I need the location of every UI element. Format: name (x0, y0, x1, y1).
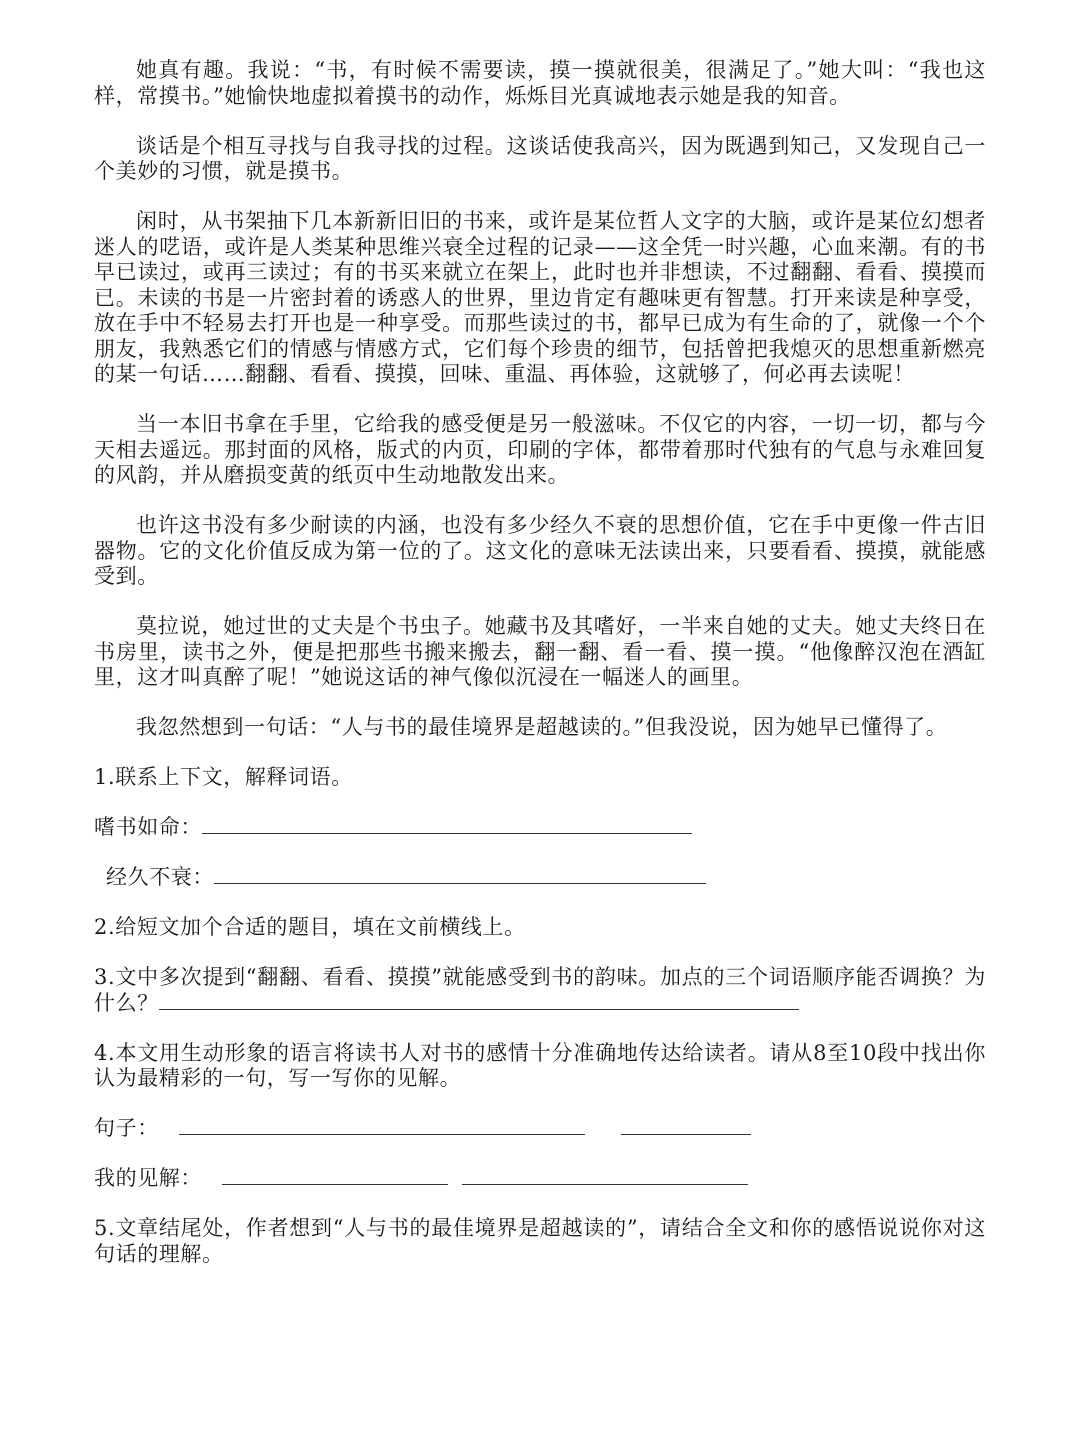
answer-blank-opinion-2[interactable] (462, 1166, 748, 1185)
question-4-sentence-label: 句子： (94, 1116, 159, 1140)
passage-paragraph-4: 当一本旧书拿在手里，它给我的感受便是另一般滋味。不仅它的内容，一切一切，都与今天相去遥远。那封面的风格，版式的内页，印刷的字体，都带着那时代独有的气息与永难回复的风韵，并从磨损变黄的纸页中生动地散发出来。 (94, 412, 986, 487)
passage-paragraph-3: 闲时，从书架抽下几本新新旧旧的书来，或许是某位哲人文字的大脑，或许是某位幻想者迷人的呓语，或许是人类某种思维兴衰全过程的记录——这全凭一时兴趣，心血来潮。有的书早已读过，或再三读过；有的书买来就立在架上，此时也并非想读，不过翻翻、看看、摸摸而已。未读的书是一片密封着的诱惑人的世界，里边肯定有趣味更有智慧。打开来读是种享受，放在手中不轻易去打开也是一种享受。而那些读过的书，都早已成为有生命的了，就像一个个朋友，我熟悉它们的情感与情感方式，它们每个珍贵的细节，包括曾把我熄灭的思想重新燃亮的某一句话……翻翻、看看、摸摸，回味、重温、再体验，这就够了，何必再去读呢！ (94, 209, 986, 386)
passage-paragraph-2: 谈话是个相互寻找与自我寻找的过程。这谈话使我高兴，因为既遇到知己，又发现自己一个美妙的习惯，就是摸书。 (94, 133, 986, 183)
question-3: 3.文中多次提到“翻翻、看看、摸摸”就能感受到书的韵味。加点的三个词语顺序能否调换？为什么？ (94, 965, 986, 1015)
answer-blank-sentence-1[interactable] (179, 1116, 585, 1135)
worksheet-page (94, 58, 986, 1292)
question-1-word-2-label: 经久不衰： (106, 865, 214, 889)
question-1: 1.联系上下文，解释词语。 (94, 765, 353, 789)
answer-blank-opinion-1[interactable] (222, 1166, 448, 1185)
question-1-word-2-row (94, 865, 986, 891)
question-4: 4.本文用生动形象的语言将读书人对书的感情十分准确地传达给读者。请从8至10段中找出你认为最精彩的一句，写一写你的见解。 (94, 1040, 986, 1090)
answer-blank-question-3[interactable] (159, 991, 799, 1010)
answer-blank-sentence-2[interactable] (621, 1116, 751, 1135)
answer-blank-word-1[interactable] (202, 815, 692, 834)
question-3-block (94, 965, 986, 1016)
question-4-opinion-label: 我的见解： (94, 1166, 202, 1190)
question-5: 5.文章结尾处，作者想到“人与书的最佳境界是超越读的”，请结合全文和你的感悟说说你对这句话的理解。 (94, 1216, 986, 1266)
passage-paragraph-1: 她真有趣。我说：“书，有时候不需要读，摸一摸就很美，很满足了。”她大叫：“我也这样，常摸书。”她愉快地虚拟着摸书的动作，烁烁目光真诚地表示她是我的知音。 (94, 58, 986, 108)
passage-paragraph-6: 莫拉说，她过世的丈夫是个书虫子。她藏书及其嗜好，一半来自她的丈夫。她丈夫终日在书房里，读书之外，便是把那些书搬来搬去，翻一翻、看一看、摸一摸。“他像醉汉泡在酒缸里，这才叫真醉了呢！”她说这话的神气像似沉浸在一幅迷人的画里。 (94, 614, 986, 689)
question-1-word-1-row (94, 815, 986, 841)
question-2: 2.给短文加个合适的题目，填在文前横线上。 (94, 915, 526, 939)
answer-blank-word-2[interactable] (214, 865, 706, 884)
passage-paragraph-7: 我忽然想到一句话：“人与书的最佳境界是超越读的。”但我没说，因为她早已懂得了。 (136, 715, 948, 739)
question-4-opinion-row (94, 1166, 986, 1192)
question-4-sentence-row (94, 1116, 986, 1142)
passage-paragraph-5: 也许这书没有多少耐读的内涵，也没有多少经久不衰的思想价值，它在手中更像一件古旧器物。它的文化价值反成为第一位的了。这文化的意味无法读出来，只要看看、摸摸，就能感受到。 (94, 513, 986, 588)
question-1-word-1-label: 嗜书如命： (94, 815, 202, 839)
